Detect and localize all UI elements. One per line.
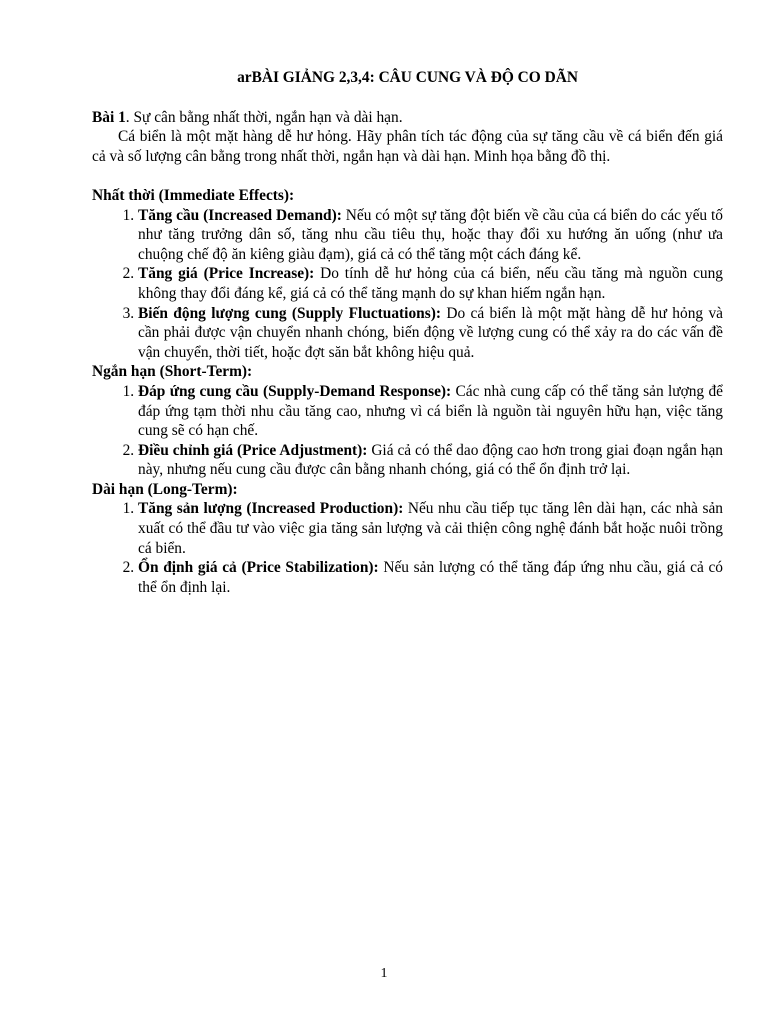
document-title: arBÀI GIẢNG 2,3,4: CÂU CUNG VÀ ĐỘ CO DÃN xyxy=(237,69,578,86)
item-text: Nếu nhu cầu tiếp tục tăng lên dài hạn, các nhà sản xuất có thể đầu tư vào việc gia tăng sản lượng và cải thiện công nghệ đánh bắt hoặc nuôi trồng cá biển. xyxy=(138,500,723,557)
item-text: Do tính dễ hư hỏng của cá biển, nếu cầu tăng mà nguồn cung không thay đổi đáng kể, giá cả có thể tăng mạnh do sự khan hiếm ngắn hạn. xyxy=(138,265,723,302)
item-text: Nếu có một sự tăng đột biến về cầu của cá biển do các yếu tố như tăng trưởng dân số, tăng nhu cầu tiêu thụ, hoặc thay đổi xu hướng ăn uống (như ưa chuộng chế độ ăn kiêng giàu đạm), giá cả có thể tăng một cách đáng kể. xyxy=(138,206,724,263)
item-term: Điều chỉnh giá (Price Adjustment): xyxy=(138,441,368,459)
item-term: Tăng cầu (Increased Demand): xyxy=(138,206,342,224)
list-item xyxy=(138,206,723,265)
list-item xyxy=(138,558,723,597)
list-item xyxy=(138,441,723,480)
list-item xyxy=(138,304,723,363)
list-item xyxy=(138,264,723,303)
exercise-heading xyxy=(92,108,723,128)
exercise-prompt: Cá biển là một mặt hàng dễ hư hỏng. Hãy phân tích tác động của sự tăng cầu về cá biển đến giá cả và số lượng cân bằng trong nhất thời, ngắn hạn và dài hạn. Minh họa bằng đồ thị. xyxy=(92,128,723,165)
section-heading-long-term: Dài hạn (Long-Term): xyxy=(92,480,238,498)
page-number: 1 xyxy=(380,966,388,981)
list-immediate xyxy=(92,206,723,363)
item-term: Tăng sản lượng (Increased Production): xyxy=(138,500,404,518)
item-text: Nếu sản lượng có thể tăng đáp ứng nhu cầu, giá cả có thể ổn định lại. xyxy=(138,559,723,596)
item-term: Tăng giá (Price Increase): xyxy=(138,265,315,283)
list-item xyxy=(138,382,723,441)
item-text: Giá cả có thể dao động cao hơn trong giai đoạn ngắn hạn này, nhưng nếu cung cầu được cân bằng nhanh chóng, giá có thể ổn định trở lại. xyxy=(138,441,723,479)
blank-line xyxy=(92,166,723,186)
item-term: Đáp ứng cung cầu (Supply-Demand Response): xyxy=(138,382,452,400)
list-long-term xyxy=(92,499,723,597)
list-item xyxy=(138,499,723,558)
exercise-label: Bài 1 xyxy=(92,108,126,126)
section-heading-short-term: Ngắn hạn (Short-Term): xyxy=(92,363,253,381)
list-short-term xyxy=(92,382,723,480)
item-text: Các nhà cung cấp có thể tăng sản lượng để đáp ứng tạm thời nhu cầu tăng cao, nhưng vì cá biển là nguồn tài nguyên hữu hạn, việc tăng cung sẽ có hạn chế. xyxy=(138,382,723,440)
item-term: Biến động lượng cung (Supply Fluctuations): xyxy=(138,304,441,322)
item-text: Do cá biển là một mặt hàng dễ hư hỏng và cần phải được vận chuyển nhanh chóng, biến động về lượng cung có thể xảy ra do các vấn đề vận chuyển, thời tiết, hoặc đợt săn bắt không hiệu quả. xyxy=(138,304,723,361)
exercise-subtitle: . Sự cân bằng nhất thời, ngắn hạn và dài hạn. xyxy=(125,108,403,126)
document-page xyxy=(92,68,723,597)
section-heading-immediate: Nhất thời (Immediate Effects): xyxy=(92,186,295,204)
item-term: Ổn định giá cả (Price Stabilization): xyxy=(138,559,379,577)
